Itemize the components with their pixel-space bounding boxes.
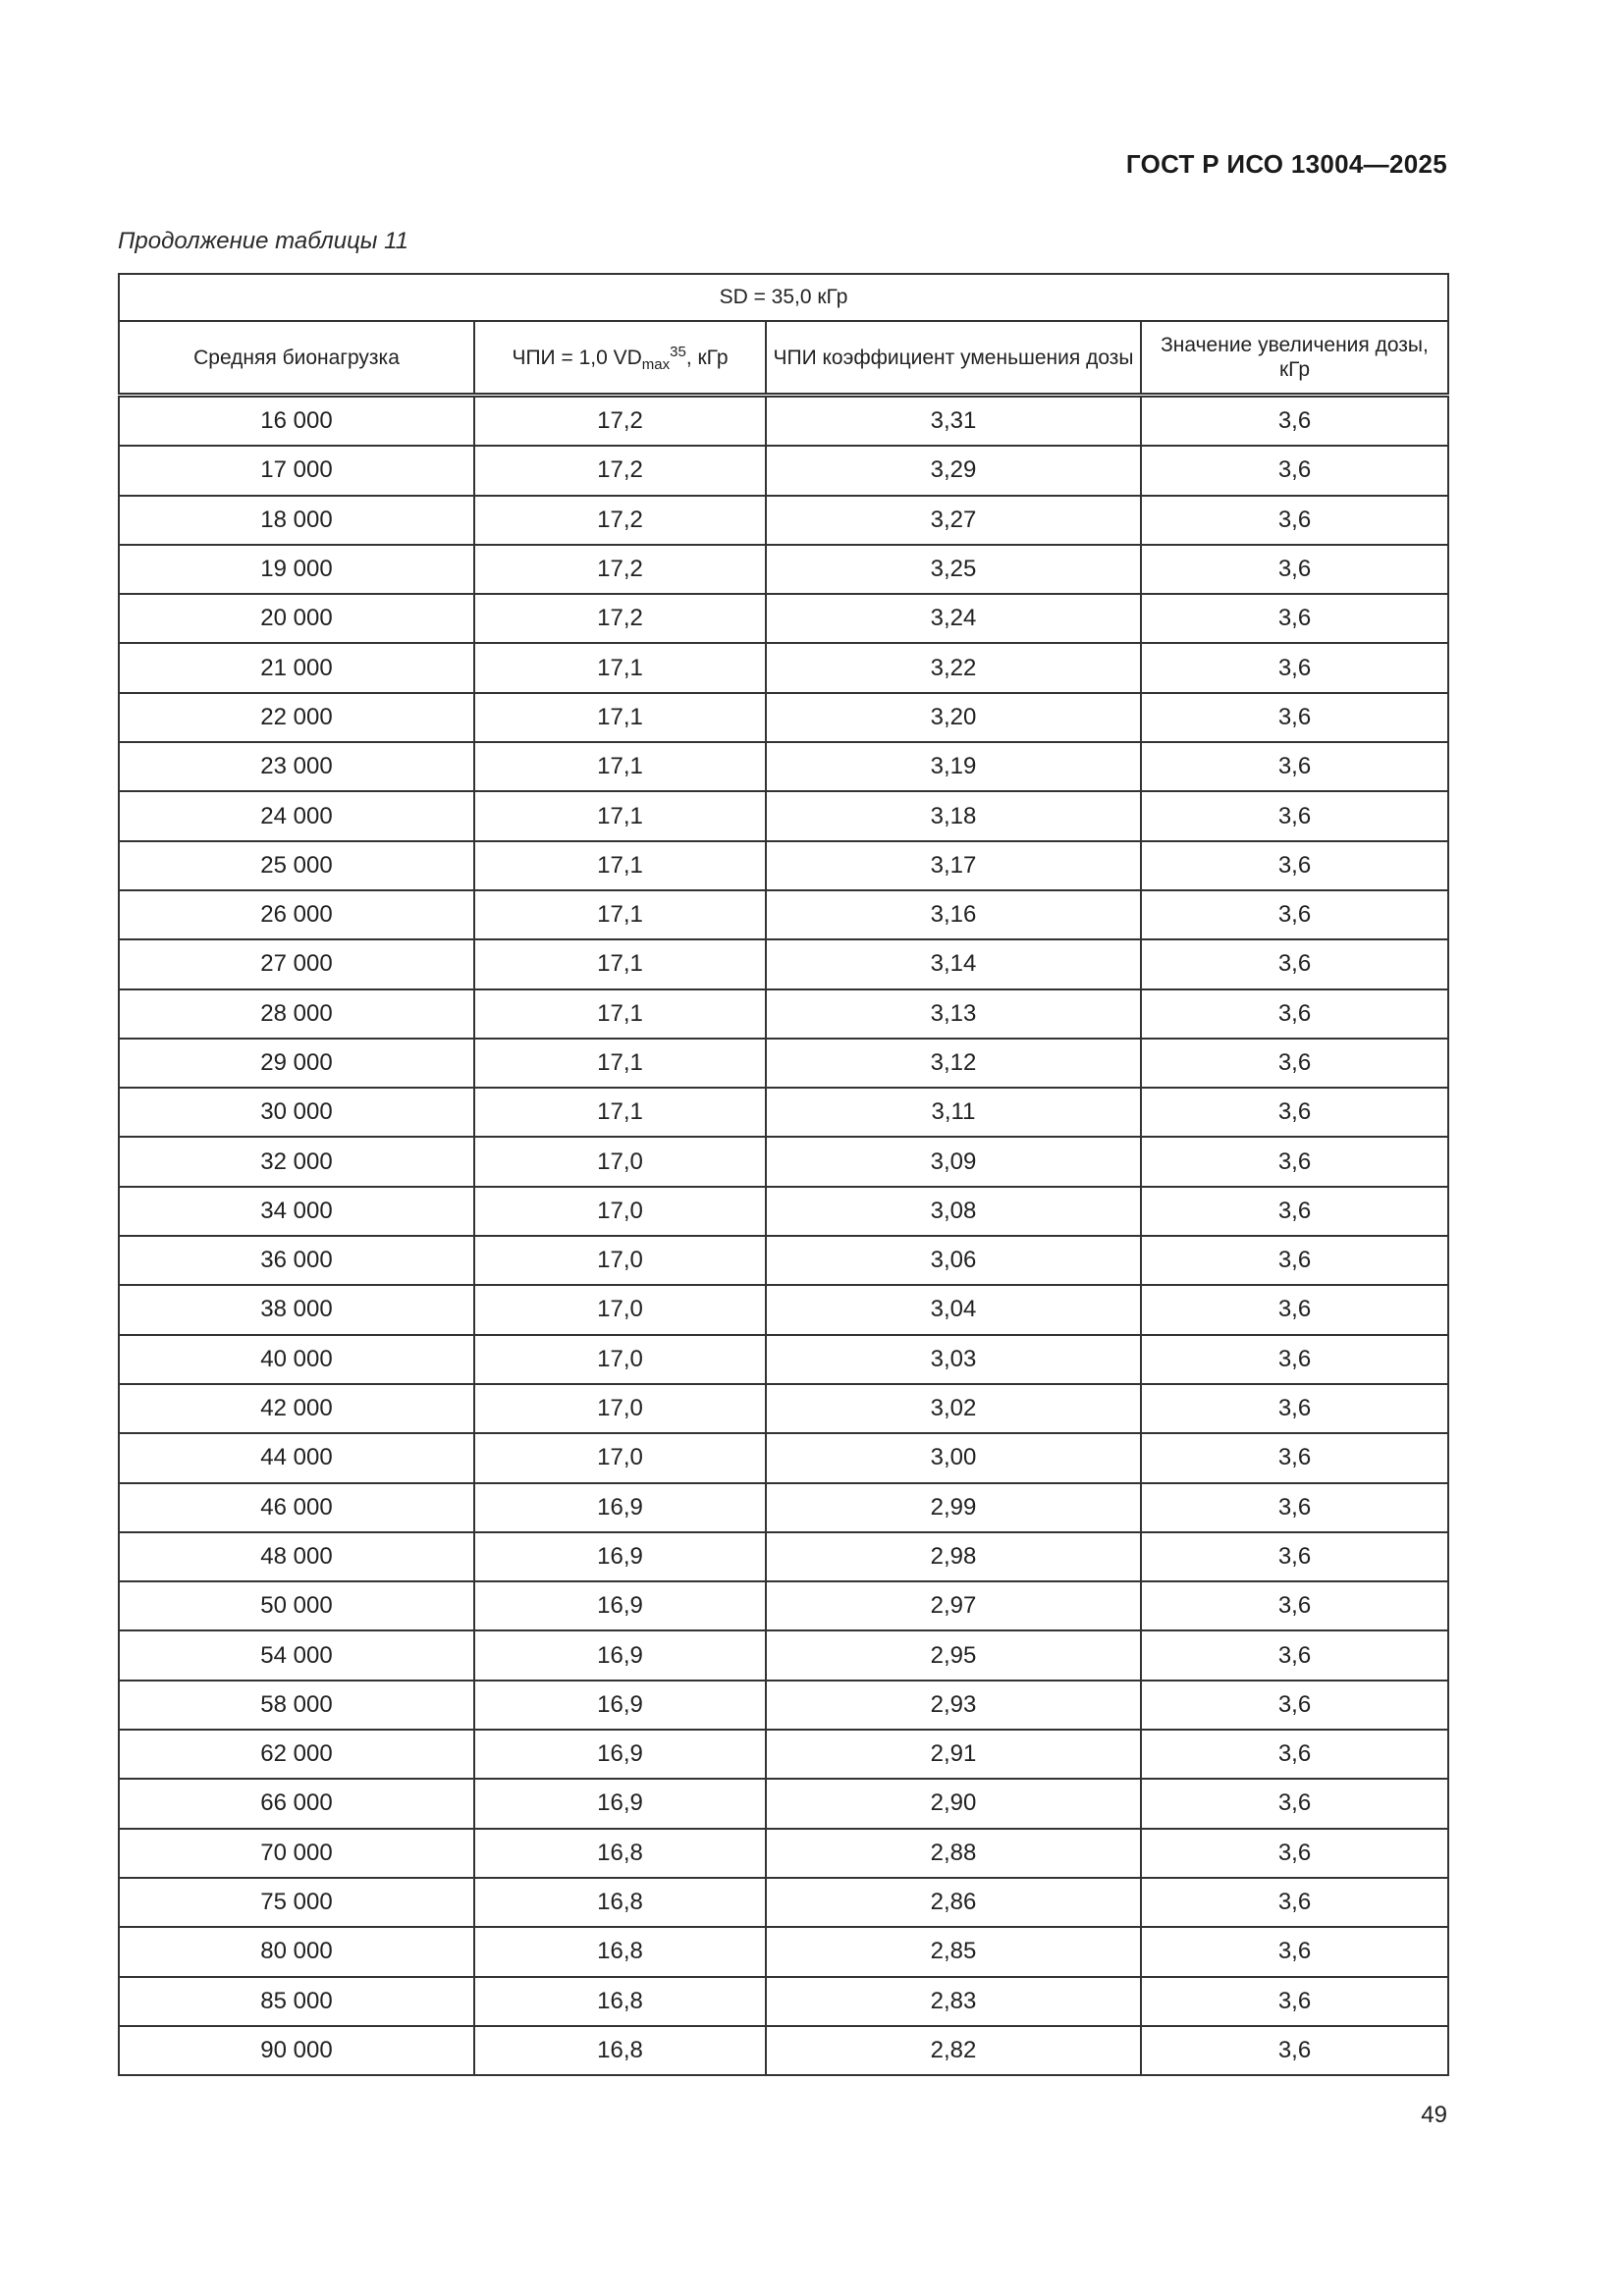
cell-spi-dose: 16,9: [474, 1779, 766, 1828]
cell-dose-increment: 3,6: [1141, 1977, 1448, 2026]
document-standard-header: ГОСТ Р ИСО 13004—2025: [1125, 149, 1447, 179]
cell-avg-bioburden: 66 000: [119, 1779, 474, 1828]
header-dose-increment: Значение увеличения дозы, кГр: [1141, 321, 1448, 396]
table-row: [119, 1532, 1448, 1581]
cell-dose-reduction-factor: 2,88: [766, 1829, 1141, 1878]
cell-spi-dose: 16,9: [474, 1630, 766, 1680]
cell-spi-dose: 17,0: [474, 1285, 766, 1334]
cell-avg-bioburden: 17 000: [119, 446, 474, 495]
cell-spi-dose: 17,1: [474, 742, 766, 791]
cell-spi-dose: 16,8: [474, 1878, 766, 1927]
cell-dose-reduction-factor: 2,93: [766, 1681, 1141, 1730]
cell-spi-dose: 17,2: [474, 496, 766, 545]
cell-dose-increment: 3,6: [1141, 1088, 1448, 1137]
header-spi-sup: 35: [670, 343, 686, 360]
cell-spi-dose: 16,8: [474, 2026, 766, 2075]
table-row: [119, 1630, 1448, 1680]
table-row: [119, 594, 1448, 643]
cell-avg-bioburden: 26 000: [119, 890, 474, 939]
header-spi-suffix: , кГр: [685, 346, 729, 369]
cell-dose-reduction-factor: 3,25: [766, 545, 1141, 594]
table-row: [119, 742, 1448, 791]
cell-dose-increment: 3,6: [1141, 1137, 1448, 1186]
cell-avg-bioburden: 19 000: [119, 545, 474, 594]
cell-avg-bioburden: 75 000: [119, 1878, 474, 1927]
cell-dose-increment: 3,6: [1141, 989, 1448, 1039]
header-spi-dose: [474, 321, 766, 396]
header-row: [119, 321, 1448, 396]
cell-dose-reduction-factor: 2,90: [766, 1779, 1141, 1828]
cell-spi-dose: 17,2: [474, 594, 766, 643]
cell-spi-dose: 16,9: [474, 1532, 766, 1581]
cell-dose-reduction-factor: 3,14: [766, 939, 1141, 988]
cell-dose-increment: 3,6: [1141, 1927, 1448, 1976]
cell-avg-bioburden: 50 000: [119, 1581, 474, 1630]
cell-spi-dose: 17,2: [474, 446, 766, 495]
cell-dose-reduction-factor: 3,18: [766, 791, 1141, 840]
cell-avg-bioburden: 22 000: [119, 693, 474, 742]
cell-spi-dose: 17,1: [474, 939, 766, 988]
cell-dose-increment: 3,6: [1141, 1433, 1448, 1482]
cell-dose-reduction-factor: 3,13: [766, 989, 1141, 1039]
cell-dose-reduction-factor: 3,06: [766, 1236, 1141, 1285]
table-row: [119, 396, 1448, 447]
cell-spi-dose: 16,9: [474, 1581, 766, 1630]
table-row: [119, 1335, 1448, 1384]
cell-dose-reduction-factor: 3,29: [766, 446, 1141, 495]
cell-avg-bioburden: 90 000: [119, 2026, 474, 2075]
cell-avg-bioburden: 25 000: [119, 841, 474, 890]
cell-dose-increment: 3,6: [1141, 1335, 1448, 1384]
cell-spi-dose: 17,1: [474, 841, 766, 890]
cell-dose-increment: 3,6: [1141, 791, 1448, 840]
cell-dose-increment: 3,6: [1141, 939, 1448, 988]
table-row: [119, 643, 1448, 692]
table-row: [119, 1483, 1448, 1532]
cell-dose-reduction-factor: 2,97: [766, 1581, 1141, 1630]
cell-dose-increment: 3,6: [1141, 1384, 1448, 1433]
table-row: [119, 939, 1448, 988]
table-row: [119, 1730, 1448, 1779]
table-caption: Продолжение таблицы 11: [118, 228, 409, 254]
cell-spi-dose: 16,9: [474, 1483, 766, 1532]
cell-avg-bioburden: 38 000: [119, 1285, 474, 1334]
cell-spi-dose: 17,0: [474, 1433, 766, 1482]
cell-dose-reduction-factor: 2,91: [766, 1730, 1141, 1779]
cell-spi-dose: 17,0: [474, 1384, 766, 1433]
cell-dose-increment: 3,6: [1141, 1285, 1448, 1334]
cell-dose-increment: 3,6: [1141, 1039, 1448, 1088]
data-table: [118, 273, 1449, 2076]
cell-dose-reduction-factor: 3,11: [766, 1088, 1141, 1137]
cell-spi-dose: 16,8: [474, 1829, 766, 1878]
table-row: [119, 1581, 1448, 1630]
table-row: [119, 2026, 1448, 2075]
cell-dose-reduction-factor: 2,82: [766, 2026, 1141, 2075]
cell-spi-dose: 17,1: [474, 890, 766, 939]
cell-avg-bioburden: 85 000: [119, 1977, 474, 2026]
cell-avg-bioburden: 23 000: [119, 742, 474, 791]
table-row: [119, 446, 1448, 495]
cell-avg-bioburden: 36 000: [119, 1236, 474, 1285]
sd-label: SD = 35,0 кГр: [119, 274, 1448, 321]
cell-dose-reduction-factor: 3,24: [766, 594, 1141, 643]
table-row: [119, 1285, 1448, 1334]
cell-avg-bioburden: 70 000: [119, 1829, 474, 1878]
cell-spi-dose: 16,8: [474, 1977, 766, 2026]
cell-avg-bioburden: 30 000: [119, 1088, 474, 1137]
cell-dose-increment: 3,6: [1141, 1829, 1448, 1878]
cell-avg-bioburden: 21 000: [119, 643, 474, 692]
cell-dose-reduction-factor: 2,85: [766, 1927, 1141, 1976]
cell-spi-dose: 17,0: [474, 1137, 766, 1186]
cell-avg-bioburden: 29 000: [119, 1039, 474, 1088]
cell-spi-dose: 17,1: [474, 1088, 766, 1137]
cell-avg-bioburden: 42 000: [119, 1384, 474, 1433]
table-row: [119, 791, 1448, 840]
cell-avg-bioburden: 34 000: [119, 1187, 474, 1236]
cell-dose-reduction-factor: 2,98: [766, 1532, 1141, 1581]
sd-row: [119, 274, 1448, 321]
cell-dose-increment: 3,6: [1141, 2026, 1448, 2075]
cell-dose-increment: 3,6: [1141, 1236, 1448, 1285]
cell-avg-bioburden: 28 000: [119, 989, 474, 1039]
cell-spi-dose: 17,2: [474, 396, 766, 447]
cell-dose-reduction-factor: 3,00: [766, 1433, 1141, 1482]
cell-dose-reduction-factor: 3,22: [766, 643, 1141, 692]
cell-spi-dose: 17,0: [474, 1236, 766, 1285]
cell-dose-increment: 3,6: [1141, 890, 1448, 939]
cell-avg-bioburden: 48 000: [119, 1532, 474, 1581]
cell-spi-dose: 16,8: [474, 1927, 766, 1976]
cell-spi-dose: 17,1: [474, 1039, 766, 1088]
table-row: [119, 989, 1448, 1039]
cell-spi-dose: 17,1: [474, 791, 766, 840]
cell-avg-bioburden: 32 000: [119, 1137, 474, 1186]
cell-avg-bioburden: 80 000: [119, 1927, 474, 1976]
cell-dose-increment: 3,6: [1141, 693, 1448, 742]
cell-dose-reduction-factor: 3,09: [766, 1137, 1141, 1186]
cell-dose-increment: 3,6: [1141, 1187, 1448, 1236]
cell-avg-bioburden: 44 000: [119, 1433, 474, 1482]
cell-dose-reduction-factor: 3,27: [766, 496, 1141, 545]
table-row: [119, 1681, 1448, 1730]
cell-dose-increment: 3,6: [1141, 1532, 1448, 1581]
cell-dose-increment: 3,6: [1141, 1483, 1448, 1532]
cell-avg-bioburden: 58 000: [119, 1681, 474, 1730]
cell-dose-increment: 3,6: [1141, 841, 1448, 890]
header-spi-sub: max: [641, 355, 671, 373]
table-body: [119, 274, 1448, 2075]
table-row: [119, 1039, 1448, 1088]
cell-spi-dose: 16,9: [474, 1681, 766, 1730]
table-row: [119, 1829, 1448, 1878]
cell-dose-increment: 3,6: [1141, 396, 1448, 447]
table-row: [119, 1878, 1448, 1927]
table-row: [119, 1927, 1448, 1976]
cell-dose-increment: 3,6: [1141, 496, 1448, 545]
cell-dose-reduction-factor: 3,31: [766, 396, 1141, 447]
table-row: [119, 841, 1448, 890]
cell-spi-dose: 17,0: [474, 1187, 766, 1236]
cell-dose-increment: 3,6: [1141, 446, 1448, 495]
cell-spi-dose: 17,1: [474, 693, 766, 742]
cell-dose-increment: 3,6: [1141, 643, 1448, 692]
cell-dose-increment: 3,6: [1141, 594, 1448, 643]
cell-avg-bioburden: 54 000: [119, 1630, 474, 1680]
cell-dose-increment: 3,6: [1141, 1878, 1448, 1927]
table-row: [119, 496, 1448, 545]
cell-dose-reduction-factor: 3,03: [766, 1335, 1141, 1384]
table-row: [119, 1977, 1448, 2026]
table-row: [119, 1187, 1448, 1236]
page-number: 49: [1421, 2102, 1447, 2128]
cell-dose-reduction-factor: 3,12: [766, 1039, 1141, 1088]
cell-dose-reduction-factor: 3,17: [766, 841, 1141, 890]
table-row: [119, 890, 1448, 939]
header-avg-bioburden: Средняя бионагрузка: [119, 321, 474, 396]
cell-dose-reduction-factor: 3,19: [766, 742, 1141, 791]
table-row: [119, 545, 1448, 594]
cell-avg-bioburden: 16 000: [119, 396, 474, 447]
cell-avg-bioburden: 18 000: [119, 496, 474, 545]
cell-dose-increment: 3,6: [1141, 742, 1448, 791]
cell-dose-reduction-factor: 2,86: [766, 1878, 1141, 1927]
cell-dose-reduction-factor: 3,16: [766, 890, 1141, 939]
cell-spi-dose: 17,0: [474, 1335, 766, 1384]
cell-dose-increment: 3,6: [1141, 1581, 1448, 1630]
cell-dose-increment: 3,6: [1141, 1630, 1448, 1680]
cell-dose-increment: 3,6: [1141, 1730, 1448, 1779]
cell-spi-dose: 17,1: [474, 989, 766, 1039]
cell-avg-bioburden: 20 000: [119, 594, 474, 643]
table-row: [119, 1384, 1448, 1433]
cell-avg-bioburden: 62 000: [119, 1730, 474, 1779]
cell-dose-increment: 3,6: [1141, 545, 1448, 594]
table-row: [119, 1236, 1448, 1285]
table-row: [119, 693, 1448, 742]
cell-spi-dose: 17,1: [474, 643, 766, 692]
cell-dose-reduction-factor: 3,02: [766, 1384, 1141, 1433]
cell-dose-reduction-factor: 3,20: [766, 693, 1141, 742]
cell-dose-increment: 3,6: [1141, 1779, 1448, 1828]
cell-dose-reduction-factor: 3,04: [766, 1285, 1141, 1334]
cell-dose-reduction-factor: 2,83: [766, 1977, 1141, 2026]
cell-avg-bioburden: 40 000: [119, 1335, 474, 1384]
cell-dose-reduction-factor: 3,08: [766, 1187, 1141, 1236]
cell-avg-bioburden: 24 000: [119, 791, 474, 840]
table-row: [119, 1433, 1448, 1482]
cell-dose-reduction-factor: 2,99: [766, 1483, 1141, 1532]
table-row: [119, 1088, 1448, 1137]
cell-avg-bioburden: 46 000: [119, 1483, 474, 1532]
cell-avg-bioburden: 27 000: [119, 939, 474, 988]
cell-dose-increment: 3,6: [1141, 1681, 1448, 1730]
table-row: [119, 1779, 1448, 1828]
cell-spi-dose: 16,9: [474, 1730, 766, 1779]
header-spi-prefix: ЧПИ = 1,0 VD: [512, 346, 642, 369]
table-row: [119, 1137, 1448, 1186]
cell-spi-dose: 17,2: [474, 545, 766, 594]
cell-dose-reduction-factor: 2,95: [766, 1630, 1141, 1680]
header-dose-reduction-factor: ЧПИ коэффициент уменьшения дозы: [766, 321, 1141, 396]
